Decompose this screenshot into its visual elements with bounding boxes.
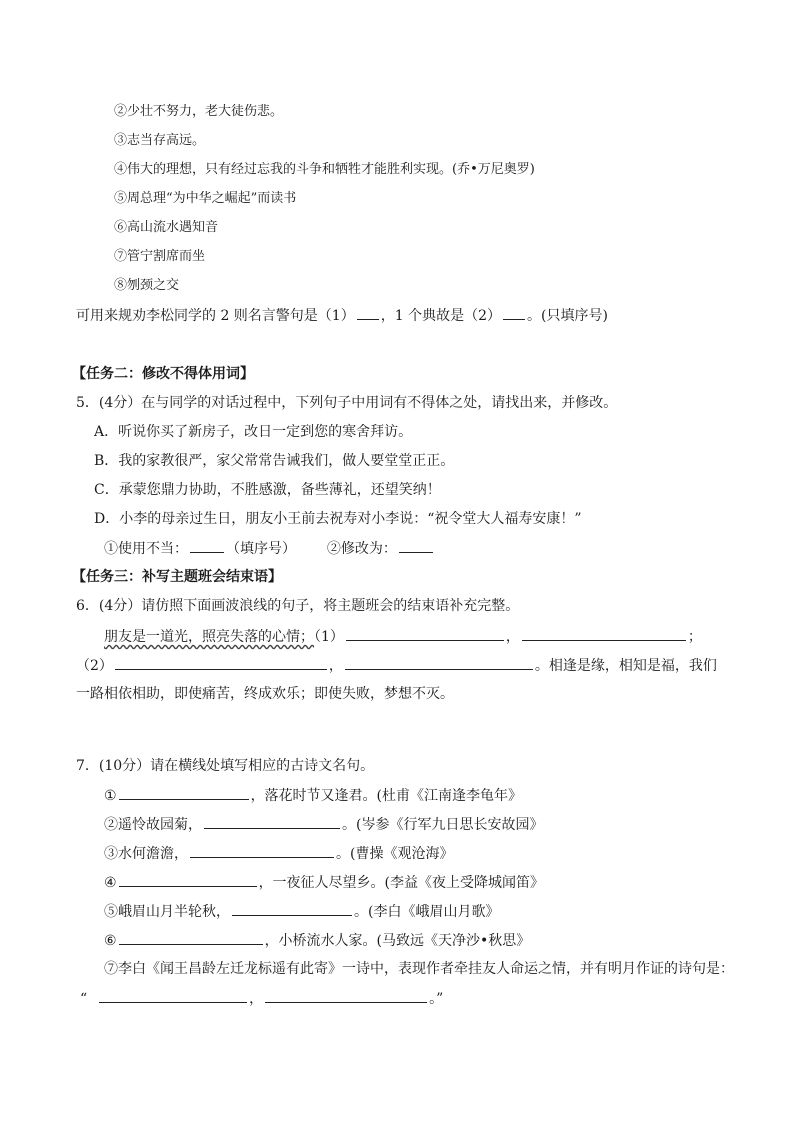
question-4-part-b: ，1 个典故是（2）: [380, 308, 501, 324]
q7-blank-3[interactable]: [190, 843, 334, 858]
q7-item-3-post: 。(曹操《观沧海》: [336, 846, 454, 862]
q7-blank-8[interactable]: [265, 988, 427, 1003]
q6-example-sentence: 朋友是一道光，照亮失落的心情；: [104, 629, 314, 645]
q7-open-quote: “: [80, 991, 88, 1007]
q6-blank-1[interactable]: [346, 626, 504, 641]
q7-item-2: [104, 814, 543, 835]
q7-item-5-pre: ⑤峨眉山月半轮秋，: [104, 904, 230, 920]
q5-option-c: C．承蒙您鼎力协助，不胜感激，备些薄礼，还望笑纳！: [94, 482, 441, 498]
question-7-title: 7．(10分）请在横线处填写相应的古诗文名句。: [76, 758, 375, 774]
task3-heading: 【任务三：补写主题班会结束语】: [72, 569, 282, 585]
q7-item-6-pre: ⑥: [104, 933, 117, 949]
q5-answer-hint: （填序号）: [226, 541, 296, 557]
q6-tail: 。相逢是缘，相知是福，我们: [534, 658, 717, 674]
option-2: ②少壮不努力，老大徒伤悲。: [114, 104, 284, 119]
q6-blank-2[interactable]: [522, 626, 686, 641]
q6-line-3: 一路相依相助，即使痛苦，终成欢乐；即使失败，梦想不灭。: [76, 686, 454, 702]
q5-answer-label-1: ①使用不当：: [104, 541, 188, 557]
q6-comma-2: ，: [328, 658, 343, 674]
q7-item-4: [104, 872, 544, 893]
option-6: ⑥高山流水遇知音: [114, 220, 219, 235]
q5-option-a: A．听说你买了新房子，改日一定到您的寒舍拜访。: [94, 424, 413, 440]
q7-item-1: [104, 785, 522, 806]
q5-blank-2[interactable]: [399, 538, 433, 553]
q6-blank-3[interactable]: [115, 655, 327, 670]
question-4-prompt: [76, 305, 608, 326]
q7-item-2-pre: ②遥怜故园菊，: [104, 817, 202, 833]
q7-blank-1[interactable]: [119, 785, 249, 800]
q7-item-1-post: ，落花时节又逢君。(杜甫《江南逢李龟年》: [250, 788, 523, 804]
q5-answer-row: [104, 538, 435, 559]
q6-label-2: （2）: [76, 658, 113, 674]
q5-answer-label-2: ②修改为：: [326, 541, 397, 557]
q7-item-5-post: 。(李白《峨眉山月歌》: [354, 904, 500, 920]
question-4-part-c: 。(只填序号): [526, 308, 608, 324]
q5-option-b: B．我的家教很严，家父常常告诫我们，做人要堂堂正正。: [94, 453, 455, 469]
q7-mid-comma: ，: [249, 991, 264, 1007]
question-4-part-a: 可用来规劝李松同学的 2 则名言警句是（1）: [76, 308, 355, 324]
q7-item-1-pre: ①: [104, 788, 117, 804]
task2-heading: 【任务二：修改不得体用词】: [72, 366, 254, 382]
q7-blank-2[interactable]: [204, 814, 340, 829]
q5-option-d: D．小李的母亲过生日，朋友小王前去祝寿对小李说：“祝令堂大人福寿安康！”: [94, 511, 582, 527]
q7-item-6-post: ，小桥流水人家。(马致远《天净沙•秋思》: [264, 933, 531, 949]
q7-close-quote: 。”: [429, 991, 444, 1007]
question-6-title: 6．(4分）请仿照下面画波浪线的句子，将主题班会的结束语补充完整。: [76, 598, 520, 614]
option-3: ③志当存高远。: [114, 133, 206, 148]
answer-blank-2[interactable]: [503, 305, 525, 320]
q6-label-1: （1）: [314, 629, 344, 645]
option-5: ⑤周总理“为中华之崛起”而读书: [114, 191, 297, 206]
q7-item-5: [104, 901, 499, 922]
q7-item-6: [104, 930, 530, 951]
q7-item-7: ⑦李白《闻王昌龄左迁龙标遥有此寄》一诗中，表现作者牵挂友人命运之情，并有明月作证的诗句是：: [104, 961, 734, 977]
answer-blank-1[interactable]: [357, 305, 379, 320]
q7-item-4-post: ，一夜征人尽望乡。(李益《夜上受降城闻笛》: [258, 875, 545, 891]
option-8: ⑧刎颈之交: [114, 278, 180, 293]
q7-item-2-post: 。(岑参《行军九日思长安故园》: [342, 817, 544, 833]
q6-line-1: [104, 626, 702, 647]
question-5-title: 5．(4分）在与同学的对话过程中，下列句子中用词有不得体之处，请找出来，并修改。: [76, 395, 618, 411]
q7-blank-7[interactable]: [99, 988, 247, 1003]
q7-item-3-pre: ③水何澹澹，: [104, 846, 188, 862]
q7-item-7-answer-row: [80, 988, 443, 1009]
q6-line-2: [76, 655, 717, 676]
q7-blank-6[interactable]: [119, 930, 263, 945]
q7-item-4-pre: ④: [104, 875, 117, 891]
option-7: ⑦管宁割席而坐: [114, 249, 206, 264]
q6-semicolon: ；: [687, 629, 702, 645]
q6-comma-1: ，: [505, 629, 520, 645]
q5-blank-1[interactable]: [190, 538, 224, 553]
option-4: ④伟大的理想，只有经过忘我的斗争和牺牲才能胜利实现。(乔•万尼奥罗): [114, 162, 535, 177]
q7-item-3: [104, 843, 453, 864]
q7-blank-4[interactable]: [119, 872, 257, 887]
q6-blank-4[interactable]: [345, 655, 533, 670]
q7-blank-5[interactable]: [232, 901, 352, 916]
